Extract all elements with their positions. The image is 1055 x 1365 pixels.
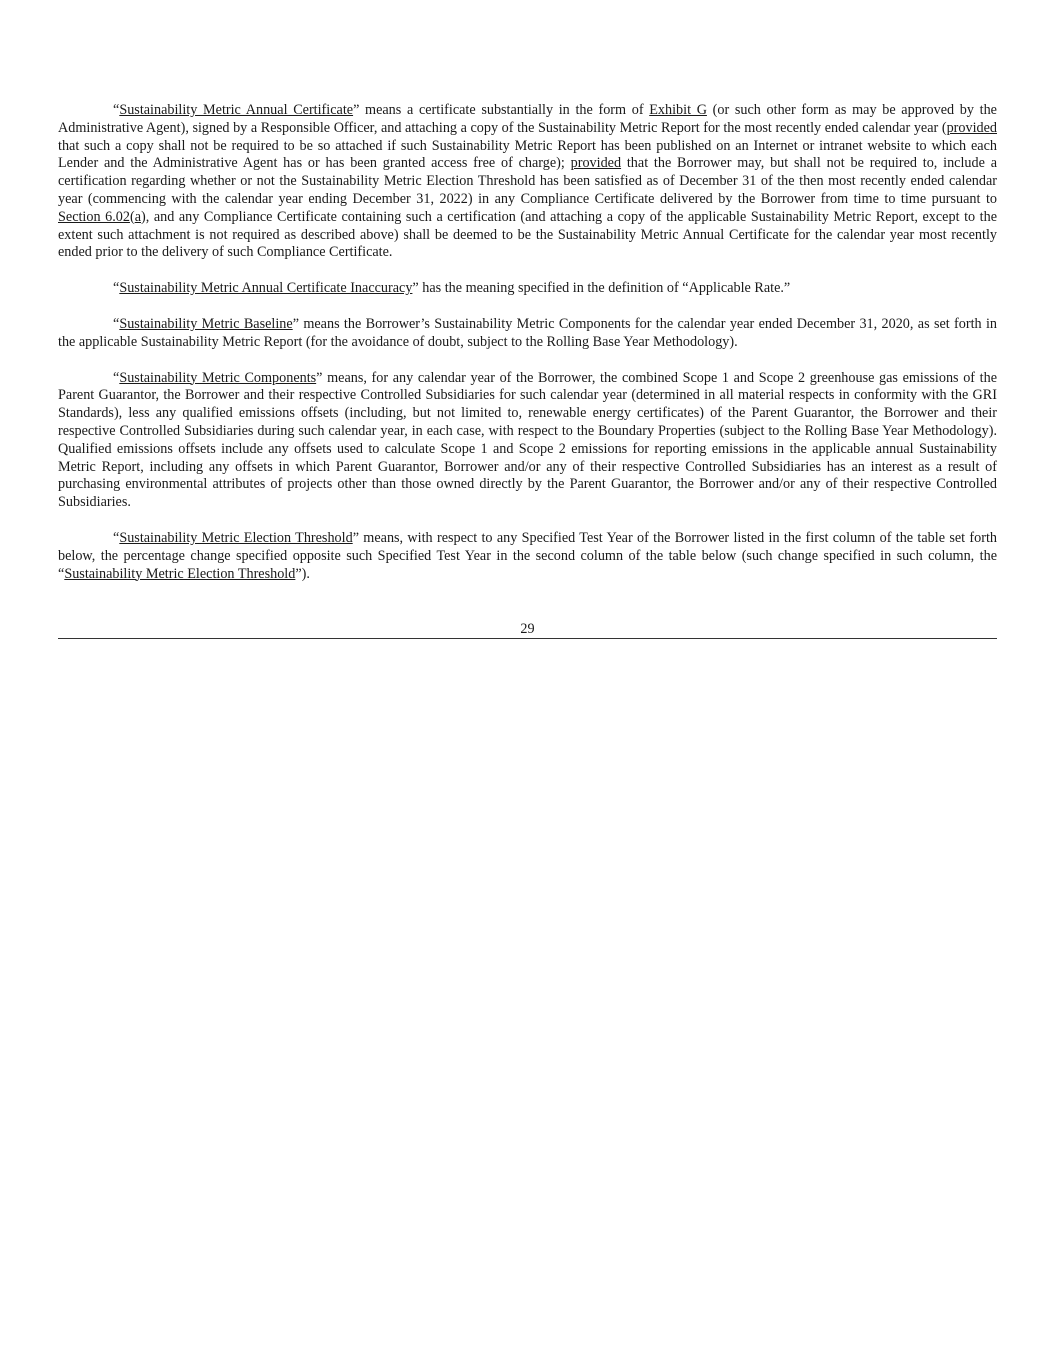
open-quote: “ (113, 529, 120, 546)
defined-term: Sustainability Metric Election Threshold (64, 565, 296, 582)
exhibit-reference: Exhibit G (649, 102, 707, 118)
definition-text: ), and any Compliance Certificate containing such a certification (and attaching a copy of the applicable Sustainability Metric Report, except to the extent such attachment is not required as described above) shall be deemed to be the Sustainability Metric Annual Certificate for the calendar year most recently ended prior to the delivery of such Compliance Certificate. (58, 208, 997, 261)
definition-text: ” means the Borrower’s Sustainability Metric Components for the calendar year ended December 31, 2020, as set forth in the applicable Sustainability Metric Report (for the avoidance of doubt, subject to the Rolling Base Year Methodology). (58, 315, 997, 350)
definition-text: (or such other form as may be approved by the Administrative Agent), signed by a Responsible Officer, and attaching a copy of the Sustainability Metric Report for the most recently ended calendar year ( (58, 102, 997, 136)
defined-term: Sustainability Metric Election Threshold (119, 529, 353, 546)
definition-election-threshold (58, 530, 997, 583)
definition-certificate-inaccuracy (58, 280, 997, 298)
open-quote: “ (113, 315, 120, 332)
defined-term: Sustainability Metric Annual Certificate Inaccuracy (119, 280, 413, 297)
defined-term: Sustainability Metric Annual Certificate (119, 102, 354, 118)
page-number: 29 (520, 621, 535, 637)
definition-baseline (58, 316, 997, 352)
defined-term: Sustainability Metric Baseline (119, 315, 293, 332)
provided-term: provided (946, 119, 997, 136)
definition-text: that such a copy shall not be required to be so attached if such Sustainability Metric Report has been published on an Internet or intranet website to which each Lender and the Administrative Agent has or has been granted access free of charge); (58, 137, 997, 172)
open-quote: “ (113, 369, 120, 386)
page-footer (58, 620, 997, 639)
definition-text: ” means a certificate substantially in the form of (353, 102, 650, 118)
open-quote: “ (113, 102, 120, 118)
definition-text: ( (129, 208, 135, 225)
defined-term: Sustainability Metric Components (119, 369, 317, 386)
section-reference: Section 6.02 (58, 208, 130, 225)
definition-text: ”). (295, 565, 310, 582)
open-quote: “ (113, 280, 120, 297)
definition-text: ” means, with respect to any Specified Test Year of the Borrower listed in the first column of the table set forth below, the percentage change specified opposite such Specified Test Year in the second column of the table below (such change specified in such column, the “ (58, 529, 997, 582)
provided-term: provided (570, 155, 622, 172)
definition-text: that the Borrower may, but shall not be required to, include a certification regarding whether or not the Sustainability Metric Election Threshold has been satisfied as of December 31 of the then most recently ended calendar year (commencing with the calendar year ending December 31, 2022) in any Compliance Certificate delivered by the Borrower from time to time pursuant to (58, 155, 997, 207)
definition-annual-certificate (58, 102, 997, 262)
definition-components (58, 370, 997, 512)
definition-text: ” means, for any calendar year of the Borrower, the combined Scope 1 and Scope 2 greenhouse gas emissions of the Parent Guarantor, the Borrower and their respective Controlled Subsidiaries for such calendar year (determined in all material respects in conformity with the GRI Standards), less any qualified emissions offsets (including, but not limited to, renewable energy certificates) of the Parent Guarantor, the Borrower and their respective Controlled Subsidiaries during such calendar year, in each case, with respect to the Boundary Properties (subject to the Rolling Base Year Methodology). Qualified emissions offsets include any offsets used to calculate Scope 1 and Scope 2 emissions for reporting emissions in the applicable annual Sustainability Metric Report, including any offsets in which Parent Guarantor, Borrower and/or any of their respective Controlled Subsidiaries has an interest as a result of purchasing environmental attributes of projects other than those owned directly by the Parent Guarantor, the Borrower and/or any of their respective Controlled Subsidiaries. (58, 369, 997, 511)
subsection-reference: a (134, 208, 141, 225)
footer-rule (58, 638, 997, 639)
document-body (58, 102, 997, 601)
definition-text: ” has the meaning specified in the definition of “Applicable Rate.” (412, 280, 791, 297)
